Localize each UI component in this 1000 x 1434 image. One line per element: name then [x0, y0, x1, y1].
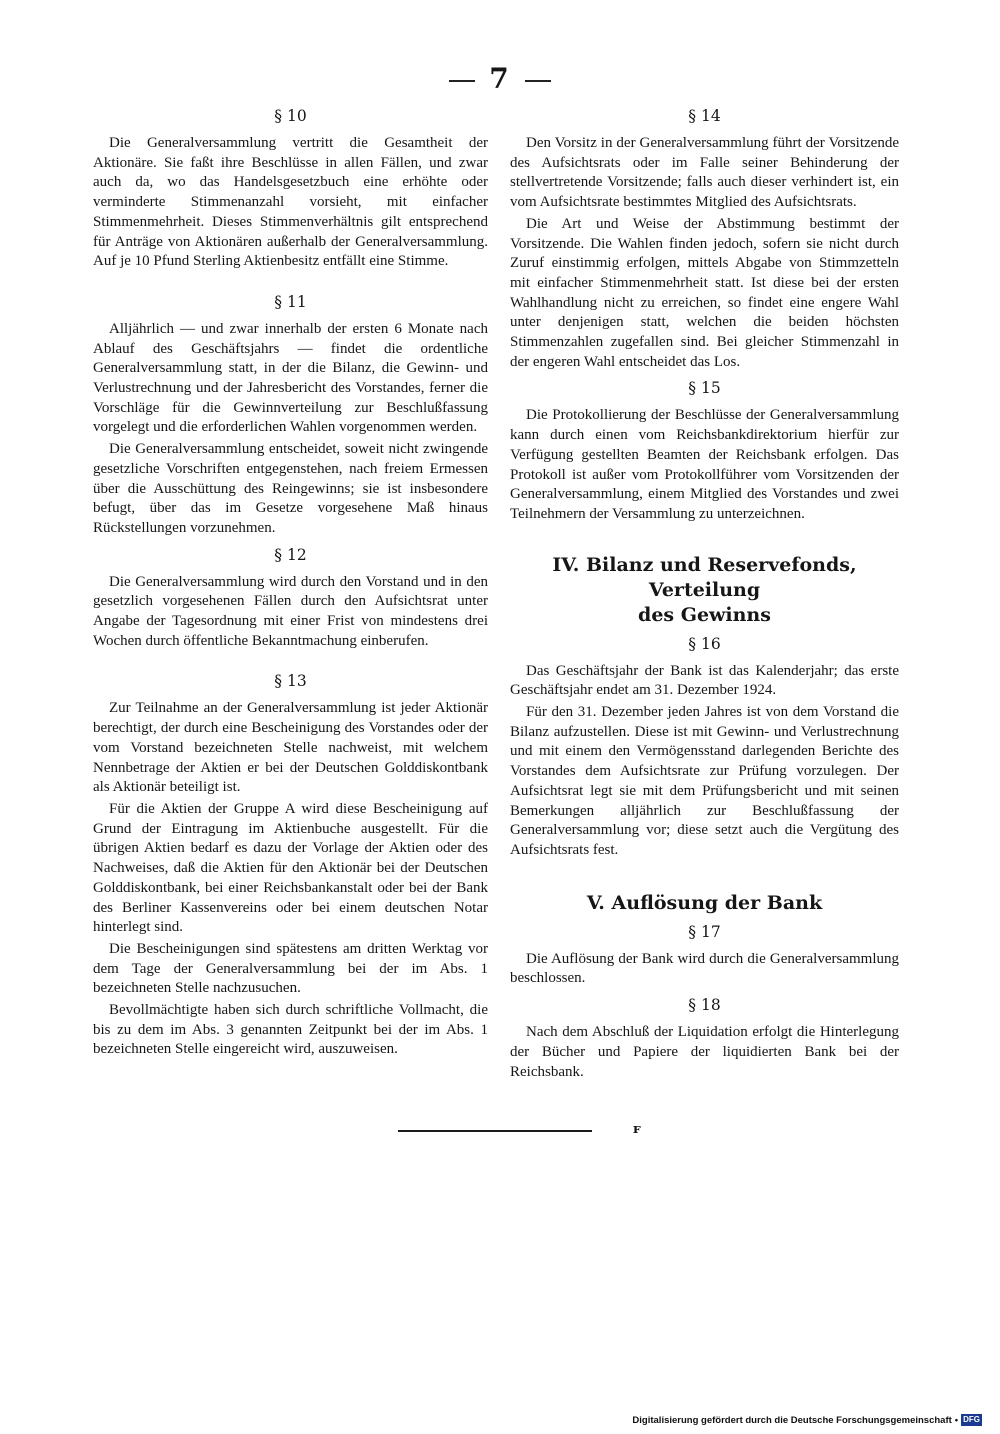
page-number: 7 — [0, 62, 1000, 95]
paragraph: Alljährlich — und zwar innerhalb der ersten 6 Monate nach Ablauf des Geschäftsjahrs — findet die ordentliche Generalversammlung statt, in der die Bilanz, die Gewinn- und Verlustrechnung und der Jahresbericht des Vorstandes, ferner die Vorschläge für die Gewinnverteilung zur Beschlußfassung vorgelegt und die erforderlichen Wahlen vorgenommen werden. — [93, 320, 488, 436]
section-12 — [93, 545, 488, 652]
paragraph: Das Geschäftsjahr der Bank ist das Kalenderjahr; das erste Geschäftsjahr endet am 31. Dezember 1924. — [510, 662, 899, 699]
section-heading: § 16 — [688, 634, 721, 653]
dash-right — [525, 80, 551, 82]
section-heading: § 10 — [274, 107, 307, 125]
section-17 — [510, 922, 899, 989]
footer — [632, 1414, 982, 1426]
chapter-v — [510, 891, 899, 916]
dfg-logo-icon: DFG — [963, 1415, 980, 1424]
section-11 — [93, 292, 488, 539]
paragraph: Für die Aktien der Gruppe A wird diese Bescheinigung auf Grund der Eintragung im Aktienbuche ausgestellt. Für die übrigen Aktien bedarf es dazu der Vorlage der Aktien oder des Nachweises, daß die Aktien für den Aktionär bei der Deutschen Golddiskontbank, bei einer Reichsbankanstalt oder bei der Bank des Berliner Kassenvereins oder bei einem deutschen Notar hinterlegt sind. — [93, 800, 488, 936]
end-rule — [398, 1130, 592, 1132]
left-column — [93, 100, 488, 1060]
chapter-iv — [510, 553, 899, 628]
paragraph: Die Auflösung der Bank wird durch die Generalversammlung beschlossen. — [510, 950, 899, 987]
paragraph: Die Art und Weise der Abstimmung bestimmt der Vorsitzende. Die Wahlen finden jedoch, sofern sie nicht durch Zuruf einstimmig erfolgen, mittels Abgabe von Stimmzetteln mit einfacher Stimmenmehrheit statt. Ist diese bei der ersten Wahlhandlung nicht zu erreichen, so findet eine engere Wahl unter denjenigen statt, welchen die beiden höchsten Stimmenzahlen zugefallen sind. Bei gleicher Stimmenzahl in der engeren Wahl entscheidet das Los. — [510, 215, 899, 370]
chapter-title: V. Auflösung der Bank — [586, 891, 823, 914]
section-13 — [93, 671, 488, 1060]
ink-mark: ꜰ — [633, 1122, 641, 1137]
section-16 — [510, 634, 899, 861]
paragraph: Die Generalversammlung wird durch den Vorstand und in den gesetzlich vorgesehenen Fällen durch den Aufsichtsrat unter Angabe der Tagesordnung mit einer Frist von mindestens drei Wochen durch öffentliche Bekanntmachung einberufen. — [93, 573, 488, 649]
chapter-title: IV. Bilanz und Reservefonds, Verteilung — [552, 553, 857, 601]
paragraph: Nach dem Abschluß der Liquidation erfolgt die Hinterlegung der Bücher und Papiere der liquidierten Bank bei der Reichsbank. — [510, 1024, 899, 1080]
section-heading: § 11 — [274, 292, 307, 311]
paragraph: Zur Teilnahme an der Generalversammlung ist jeder Aktionär berechtigt, der durch eine Bescheinigung des Vorstandes oder der vom Vorstand bezeichneten Stelle nachweist, mit welchem Nennbetrage der Aktien er bei der Deutschen Golddiskontbank als Aktionär beteiligt ist. — [93, 700, 488, 796]
dash-left — [449, 80, 475, 82]
footer-separator: • — [954, 1414, 959, 1426]
paragraph: Die Generalversammlung vertritt die Gesamtheit der Aktionäre. Sie faßt ihre Beschlüsse in allen Fällen, und zwar auch da, wo das Handelsgesetzbuch eine erhöhte oder verminderte Stimmenanzahl vorsieht, mit einfacher Stimmenmehrheit. Dieses Stimmenverhältnis gilt entsprechend für Anträge von Aktionären außerhalb der Generalversammlung. Auf je 10 Pfund Sterling Aktienbesitz entfällt eine Stimme. — [93, 135, 488, 270]
section-15 — [510, 378, 899, 524]
paragraph: Bevollmächtigte haben sich durch schriftliche Vollmacht, die bis zu dem im Abs. 3 genannten Zeitpunkt bei der im Abs. 1 bezeichneten Stelle eingereicht wird, auszuweisen. — [93, 1002, 488, 1058]
footer-text: Digitalisierung gefördert durch die Deutsche Forschungsgemeinschaft — [632, 1414, 952, 1426]
paragraph: Die Bescheinigungen sind spätestens am dritten Werktag vor dem Tage der Generalversammlung bei der im Abs. 1 bezeichneten Stelle nachzusuchen. — [93, 940, 488, 997]
right-column — [510, 100, 899, 1082]
section-10 — [93, 106, 488, 272]
section-heading: § 14 — [688, 107, 721, 125]
section-heading: § 15 — [688, 379, 721, 398]
section-heading: § 12 — [274, 545, 307, 564]
paragraph: Die Generalversammlung entscheidet, soweit nicht zwingende gesetzliche Vorschriften entgegenstehen, nach freiem Ermessen über die Ausschüttung des Reingewinns; sie ist insbesondere befugt, über das im Gesetze vorgesehene Maß hinaus Rückstellungen vorzunehmen. — [93, 441, 488, 536]
section-heading: § 18 — [688, 996, 721, 1015]
paragraph: Die Protokollierung der Beschlüsse der Generalversammlung kann durch einen vom Reichsbankdirektorium hierfür zur Verfügung gestellten Beamten der Reichsbank erfolgen. Das Protokoll ist außer vom Protokollführer vom Vorsitzenden der Generalversammlung, einem Mitglied des Vorstandes und zwei Teilnehmern der Versammlung zu unterzeichnen. — [510, 407, 899, 522]
section-heading: § 17 — [688, 922, 721, 941]
section-heading: § 13 — [274, 672, 307, 691]
paragraph: Den Vorsitz in der Generalversammlung führt der Vorsitzende des Aufsichtsrats oder im Falle seiner Behinderung der stellvertretende Vorsitzende; falls auch dieser verhindert ist, ein vom Aufsichtsrate bestimmtes Mitglied des Aufsichtsrats. — [510, 135, 899, 211]
section-18 — [510, 995, 899, 1082]
paragraph: Für den 31. Dezember jeden Jahres ist von dem Vorstand die Bilanz aufzustellen. Diese ist mit Gewinn- und Verlustrechnung und mit einem den Vermögensstand darlegenden Berichte des Vorstandes dem Aufsichtsrate zur Prüfung vorzulegen. Der Aufsichtsrat legt sie mit dem Prüfungsbericht und mit seinen Bemerkungen alljährlich zur Beschlußfassung der Generalversammlung vor; diese setzt auch die Vergütung des Aufsichtsrats fest. — [510, 704, 899, 858]
chapter-title: des Gewinns — [638, 603, 771, 626]
section-14 — [510, 106, 899, 372]
